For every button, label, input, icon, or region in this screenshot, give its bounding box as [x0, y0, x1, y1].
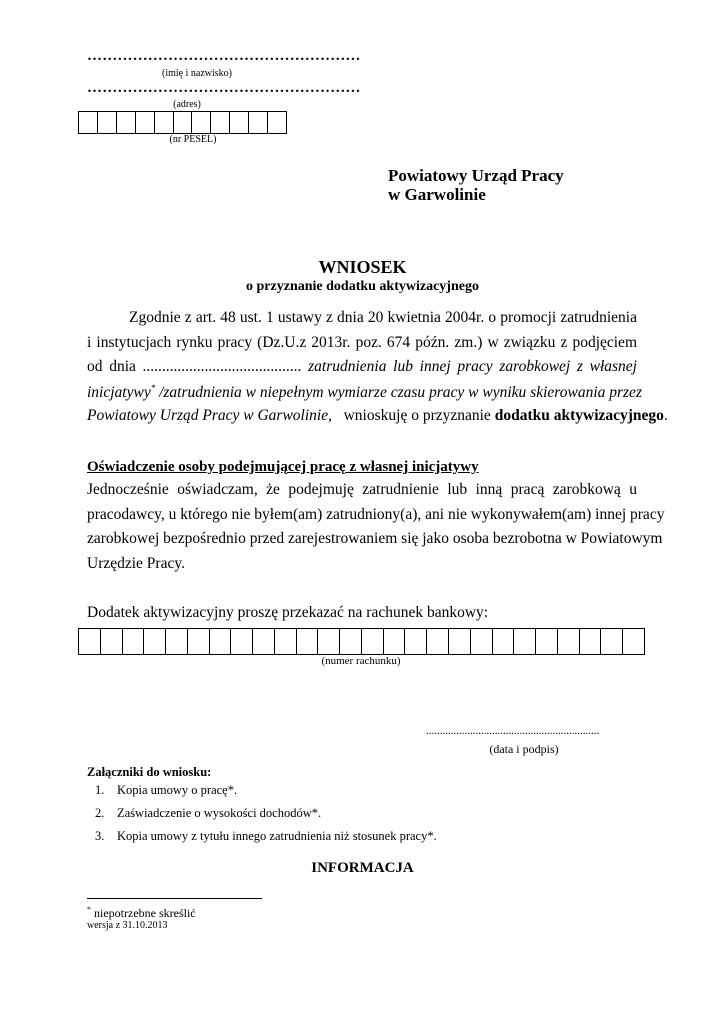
input-box[interactable] [384, 629, 406, 654]
recipient-line1: Powiatowy Urząd Pracy [388, 166, 564, 185]
input-box[interactable] [580, 629, 602, 654]
declaration-line-3: zarobkowej bezpośrednio przed zarejestrowaniem się jako osoba bezrobotna w Powiatowym [87, 530, 663, 547]
info-heading: INFORMACJA [311, 860, 414, 876]
request-line-3-italic: zatrudnienia lub innej pracy zarobkowej z własnej [308, 358, 637, 375]
input-box[interactable] [623, 629, 645, 654]
bank-account-boxes[interactable] [78, 628, 645, 655]
version-text: wersja z 31.10.2013 [87, 920, 168, 931]
input-box[interactable] [155, 112, 174, 133]
input-box[interactable] [117, 112, 136, 133]
signature-dots[interactable]: ............................................................... [426, 725, 600, 737]
input-box[interactable] [98, 112, 117, 133]
input-box[interactable] [318, 629, 340, 654]
input-box[interactable] [166, 629, 188, 654]
request-line-2: i instytucjach rynku pracy (Dz.U.z 2013r. poz. 674 późn. zm.) w związku z podjęciem [87, 333, 637, 351]
request-line-1: Zgodnie z art. 48 ust. 1 ustawy z dnia 20 kwietnia 2004r. o promocji zatrudnienia [129, 309, 637, 326]
address-caption: (adres) [173, 99, 201, 110]
request-line-5-bold: dodatku aktywizacyjnego [494, 407, 664, 424]
input-box[interactable] [249, 112, 268, 133]
input-box[interactable] [174, 112, 193, 133]
declaration-line-1: Jednocześnie oświadczam, że podejmuję zatrudnienie lub inną pracą zarobkową u [87, 481, 637, 498]
input-box[interactable] [268, 112, 287, 133]
input-box[interactable] [188, 629, 210, 654]
list-item: 1. Kopia umowy o pracę*. [95, 783, 238, 797]
form-subtitle: o przyznanie dodatku aktywizacyjnego [246, 279, 479, 294]
input-box[interactable] [536, 629, 558, 654]
input-box[interactable] [405, 629, 427, 654]
request-paragraph [87, 309, 668, 432]
request-line-4b: /zatrudnienia w niepełnym wymiarze czasu pracy w wyniku skierowania przez [159, 383, 642, 401]
footnote-divider [87, 898, 262, 899]
input-box[interactable] [340, 629, 362, 654]
address-dots[interactable]: ……………………………………………… [87, 80, 361, 96]
input-box[interactable] [601, 629, 623, 654]
input-box[interactable] [275, 629, 297, 654]
pesel-boxes[interactable] [78, 111, 287, 134]
input-box[interactable] [144, 629, 166, 654]
request-line-5-plain: wnioskuję o przyznanie [343, 407, 491, 424]
input-box[interactable] [123, 629, 145, 654]
declaration-line-4: Urzędzie Pracy. [87, 554, 185, 572]
input-box[interactable] [362, 629, 384, 654]
name-dots[interactable]: ……………………………………………… [87, 48, 361, 64]
attachments-list [95, 783, 437, 852]
list-item: 3. Kopia umowy z tytułu innego zatrudnienia niż stosunek pracy*. [95, 829, 437, 843]
attachments-heading: Załączniki do wniosku: [87, 765, 212, 779]
request-line-4 [87, 382, 642, 408]
request-line-4a: inicjatywy* [87, 382, 156, 401]
name-caption: (imię i nazwisko) [162, 68, 232, 79]
input-box[interactable] [514, 629, 536, 654]
input-box[interactable] [210, 629, 232, 654]
form-title: WNIOSEK [318, 257, 407, 277]
declaration-paragraph [87, 481, 665, 579]
declaration-line-2: pracodawcy, u którego nie byłem(am) zatrudniony(a), ani nie wykonywałem(am) innej pracy [87, 505, 665, 523]
bank-intro: Dodatek aktywizacyjny proszę przekazać na rachunek bankowy: [87, 604, 489, 621]
footnote-text: * niepotrzebne skreślić [87, 905, 196, 920]
input-box[interactable] [230, 112, 249, 133]
pesel-caption: (nr PESEL) [169, 134, 217, 145]
input-box[interactable] [136, 112, 155, 133]
input-box[interactable] [493, 629, 515, 654]
request-line-3 [87, 358, 637, 383]
recipient-line2: w Garwolinie [388, 185, 486, 204]
input-box[interactable] [253, 629, 275, 654]
input-box[interactable] [192, 112, 211, 133]
bank-caption: (numer rachunku) [321, 655, 401, 667]
request-date-field[interactable]: od dnia ......................................... [87, 358, 302, 375]
declaration-heading: Oświadczenie osoby podejmującej pracę z własnej inicjatywy [87, 459, 479, 475]
input-box[interactable] [101, 629, 123, 654]
input-box[interactable] [427, 629, 449, 654]
input-box[interactable] [79, 112, 98, 133]
request-line-5: Powiatowy Urząd Pracy w Garwolinie, wnioskuję o przyznanie dodatku aktywizacyjnego. [87, 407, 668, 424]
input-box[interactable] [558, 629, 580, 654]
input-box[interactable] [211, 112, 230, 133]
signature-caption: (data i podpis) [489, 742, 559, 756]
input-box[interactable] [231, 629, 253, 654]
request-line-5-italic: Powiatowy Urząd Pracy w Garwolinie, [87, 407, 332, 424]
input-box[interactable] [297, 629, 319, 654]
input-box[interactable] [79, 629, 101, 654]
input-box[interactable] [449, 629, 471, 654]
list-item: 2. Zaświadczenie o wysokości dochodów*. [95, 806, 322, 820]
input-box[interactable] [471, 629, 493, 654]
